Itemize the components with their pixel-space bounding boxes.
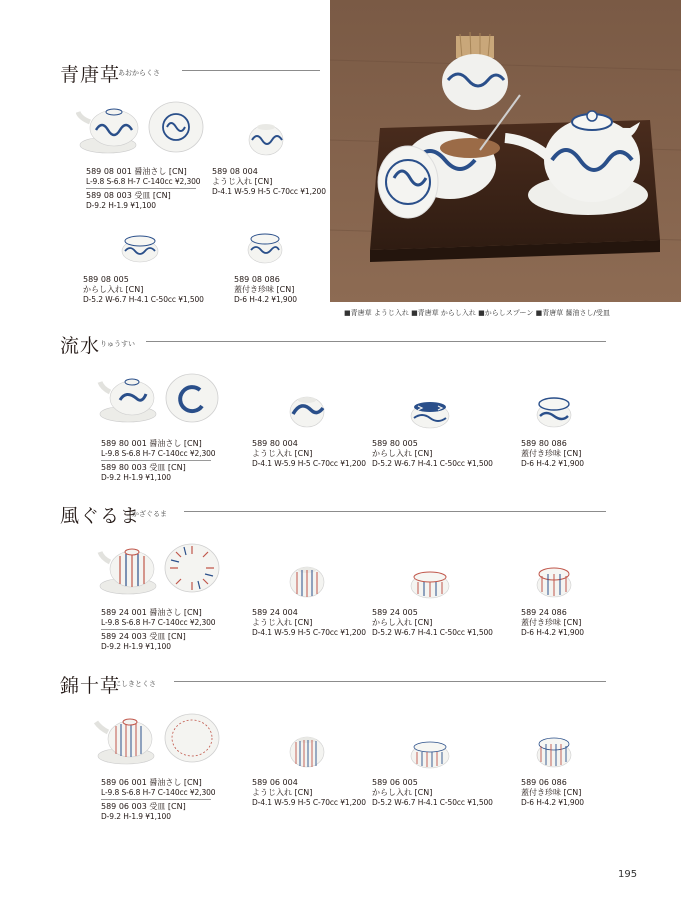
item-name: ようじ入れ [CN] (252, 449, 313, 458)
covered-dish-thumbnail (534, 734, 574, 770)
item-spec: D-9.2 H-1.9 ¥1,100 (101, 642, 171, 651)
item-spec: D-5.2 W-6.7 H-4.1 C-50cc ¥1,500 (83, 295, 204, 304)
item-name: ようじ入れ [CN] (252, 618, 313, 627)
covered-dish-thumbnail (534, 394, 574, 430)
item-spec: D-5.2 W-6.7 H-4.1 C-50cc ¥1,500 (372, 798, 493, 807)
covered-dish-thumbnail (244, 230, 286, 266)
page-number: 195 (618, 869, 638, 880)
item-code: 589 80 003 受皿 [CN] (101, 463, 186, 472)
item-spec: D-6 H-4.2 ¥1,900 (234, 295, 297, 304)
item-spec: D-5.2 W-6.7 H-4.1 C-50cc ¥1,500 (372, 628, 493, 637)
item-code: 589 80 086 (521, 439, 567, 448)
mustard-pot-thumbnail (408, 398, 452, 430)
mustard-pot-thumbnail (119, 232, 161, 264)
item-spec: D-6 H-4.2 ¥1,900 (521, 628, 584, 637)
item-spec: D-6 H-4.2 ¥1,900 (521, 459, 584, 468)
item-name: ようじ入れ [CN] (252, 788, 313, 797)
section-divider (184, 511, 606, 512)
section-divider (182, 70, 320, 71)
item-code: 589 06 005 (372, 778, 418, 787)
item-spec: D-6 H-4.2 ¥1,900 (521, 798, 584, 807)
item-code: 589 08 004 (212, 167, 258, 176)
item-spec: L-9.8 S-6.8 H-7 C-140cc ¥2,300 (101, 618, 216, 627)
item-name: 蓋付き珍味 [CN] (521, 618, 582, 627)
section-title: 流水 (60, 335, 101, 357)
item-code: 589 06 004 (252, 778, 298, 787)
item-spec: D-4.1 W-5.9 H-5 C-70cc ¥1,200 (212, 187, 326, 196)
item-divider (101, 460, 211, 461)
item-name: からし入れ [CN] (372, 618, 433, 627)
item-code: 589 08 003 受皿 [CN] (86, 191, 171, 200)
item-code: 589 24 003 受皿 [CN] (101, 632, 186, 641)
item-spec: D-9.2 H-1.9 ¥1,100 (86, 201, 156, 210)
item-code: 589 80 001 醤油さし [CN] (101, 439, 202, 448)
soy-sauce-pot-thumbnail (90, 712, 222, 768)
section-title: 風ぐるま (60, 505, 141, 527)
soy-sauce-pot-thumbnail (96, 542, 222, 598)
item-spec: L-9.8 S-6.8 H-7 C-140cc ¥2,300 (86, 177, 201, 186)
item-spec: D-4.1 W-5.9 H-5 C-70cc ¥1,200 (252, 459, 366, 468)
item-divider (101, 799, 211, 800)
item-spec: D-9.2 H-1.9 ¥1,100 (101, 473, 171, 482)
item-name: ようじ入れ [CN] (212, 177, 273, 186)
item-code: 589 08 086 (234, 275, 280, 284)
item-name: 蓋付き珍味 [CN] (521, 788, 582, 797)
section-reading: りゅうすい (100, 340, 135, 348)
product-photo (330, 0, 681, 302)
item-code: 589 06 086 (521, 778, 567, 787)
item-code: 589 24 086 (521, 608, 567, 617)
section-reading: にしきとくさ (114, 680, 156, 688)
item-name: からし入れ [CN] (83, 285, 144, 294)
item-name: 蓋付き珍味 [CN] (234, 285, 295, 294)
item-code: 589 06 003 受皿 [CN] (101, 802, 186, 811)
item-spec: D-9.2 H-1.9 ¥1,100 (101, 812, 171, 821)
section-reading: かざぐるま (132, 510, 167, 518)
item-spec: L-9.8 S-6.8 H-7 C-140cc ¥2,300 (101, 449, 216, 458)
item-code: 589 08 001 醤油さし [CN] (86, 167, 187, 176)
toothpick-holder-thumbnail (288, 562, 326, 600)
item-name: からし入れ [CN] (372, 788, 433, 797)
item-spec: D-4.1 W-5.9 H-5 C-70cc ¥1,200 (252, 798, 366, 807)
toothpick-holder-thumbnail (288, 392, 326, 430)
item-code: 589 24 004 (252, 608, 298, 617)
item-spec: D-5.2 W-6.7 H-4.1 C-50cc ¥1,500 (372, 459, 493, 468)
soy-sauce-pot-thumbnail (76, 100, 206, 160)
section-divider (146, 341, 606, 342)
item-code: 589 24 001 醤油さし [CN] (101, 608, 202, 617)
item-divider (101, 629, 211, 630)
item-name: からし入れ [CN] (372, 449, 433, 458)
item-code: 589 80 004 (252, 439, 298, 448)
covered-dish-thumbnail (534, 564, 574, 600)
toothpick-holder-thumbnail (246, 118, 286, 158)
soy-sauce-pot-thumbnail (96, 372, 222, 427)
item-divider (86, 188, 196, 189)
section-title: 青唐草 (60, 64, 121, 86)
item-code: 589 80 005 (372, 439, 418, 448)
item-spec: L-9.8 S-6.8 H-7 C-140cc ¥2,300 (101, 788, 216, 797)
item-spec: D-4.1 W-5.9 H-5 C-70cc ¥1,200 (252, 628, 366, 637)
section-title: 錦十草 (60, 675, 121, 697)
photo-caption: ■青唐草 ようじ入れ ■青唐草 からし入れ ■からしスプーン ■青唐草 醤油さし/受皿 (344, 309, 610, 317)
section-divider (174, 681, 606, 682)
item-code: 589 08 005 (83, 275, 129, 284)
mustard-pot-thumbnail (408, 568, 452, 600)
item-code: 589 24 005 (372, 608, 418, 617)
toothpick-holder-thumbnail (288, 732, 326, 770)
mustard-pot-thumbnail (408, 738, 452, 770)
item-code: 589 06 001 醤油さし [CN] (101, 778, 202, 787)
item-name: 蓋付き珍味 [CN] (521, 449, 582, 458)
section-reading: あおからくさ (118, 69, 160, 77)
